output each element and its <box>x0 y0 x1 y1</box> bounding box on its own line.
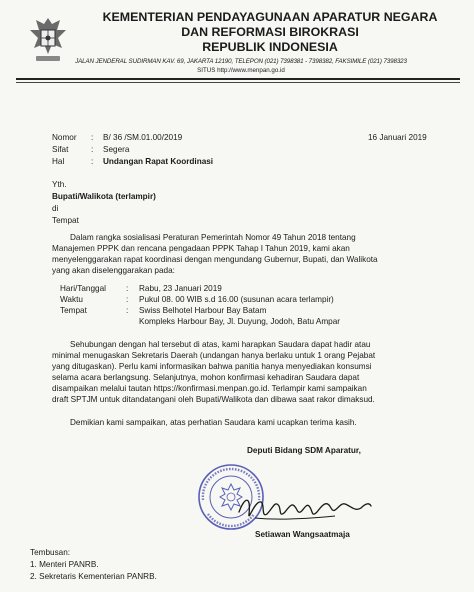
sifat-label: Sifat <box>52 145 69 154</box>
colon: : <box>91 145 94 154</box>
letterhead-line-3: REPUBLIK INDONESIA <box>202 40 338 54</box>
cc-heading: Tembusan: <box>30 548 71 557</box>
letterhead-line-2: DAN REFORMASI BIROKRASI <box>181 25 359 39</box>
handwritten-signature-icon <box>235 492 375 526</box>
event-waktu-value: Pukul 08. 00 WIB s.d 16.00 (susunan acara terlampir) <box>139 295 334 304</box>
nomor-value: B/ 36 /SM.01.00/2019 <box>103 133 183 142</box>
event-hari-value: Rabu, 23 Januari 2019 <box>139 284 222 293</box>
event-hari-label: Hari/Tanggal <box>60 284 106 293</box>
colon: : <box>126 284 129 293</box>
addressee-di: di <box>52 204 59 213</box>
paragraph2-line: selama acara berlangsung. Selanjutnya, mohon konfirmasi kehadiran Saudara dapat <box>52 373 360 382</box>
closing-line: Demikian kami sampaikan, atas perhatian Saudara kami ucapkan terima kasih. <box>70 418 357 427</box>
paragraph2-line: minimal menugaskan Sekretaris Daerah (undangan hanya berlaku untuk 1 orang Pejabat <box>52 351 376 360</box>
event-tempat-value: Swiss Belhotel Harbour Bay Batam <box>139 306 267 315</box>
event-tempat-label: Tempat <box>60 306 87 315</box>
event-tempat-value-2: Kompleks Harbour Bay, Jl. Duyung, Jodoh, Batu Ampar <box>139 317 340 326</box>
paragraph2-line: disampaikan melalui tautan https://konfirmasi.menpan.go.id. Terlampir kami sampaikan <box>52 384 367 393</box>
nomor-label: Nomor <box>52 133 77 142</box>
addressee-recipient: Bupati/Walikota (terlampir) <box>52 192 156 201</box>
letterhead-address: JALAN JENDERAL SUDIRMAN KAV. 69, JAKARTA 12190, TELEPON (021) 7398381 - 7398382, FAKSIMILE (021) 7398323 <box>75 58 407 65</box>
cc-item: 1. Menteri PANRB. <box>30 560 99 569</box>
letterhead-website: SITUS http://www.menpan.go.id <box>197 67 285 74</box>
sifat-value: Segera <box>103 145 130 154</box>
paragraph1-line: yang akan diselenggarakan pada: <box>52 266 175 275</box>
event-waktu-label: Waktu <box>60 295 83 304</box>
paragraph2-line: Sehubungan dengan hal tersebut di atas, kami harapkan Saudara dapat hadir atau <box>70 340 371 349</box>
paragraph2-line: yang ditugaskan). Perlu kami informasikan bahwa panitia hanya menyediakan konsumsi <box>52 362 372 371</box>
addressee-tempat: Tempat <box>52 216 79 225</box>
paragraph2-line: draft SPTJM untuk ditandatangani oleh Bupati/Walikota dan dibawa saat rakor dimaksud. <box>52 395 375 404</box>
hal-value: Undangan Rapat Koordinasi <box>103 157 214 166</box>
letterhead-rule-thin <box>16 82 460 83</box>
colon: : <box>91 157 94 166</box>
signatory-name: Setiawan Wangsaatmaja <box>255 530 350 539</box>
signatory-title: Deputi Bidang SDM Aparatur, <box>247 446 361 455</box>
letterhead-line-1: KEMENTERIAN PENDAYAGUNAAN APARATUR NEGARA <box>102 10 438 24</box>
letter-date: 16 Januari 2019 <box>368 133 427 142</box>
paragraph1-line: Dalam rangka sosialisasi Peraturan Pemerintah Nomor 49 Tahun 2018 tentang <box>70 233 356 242</box>
cc-item: 2. Sekretaris Kementerian PANRB. <box>30 572 157 581</box>
colon: : <box>91 133 94 142</box>
paragraph1-line: Manajemen PPPK dan rencana pengadaan PPPK Tahap I Tahun 2019, kami akan <box>52 244 350 253</box>
colon: : <box>126 295 129 304</box>
hal-label: Hal <box>52 157 65 166</box>
paragraph1-line: menyelenggarakan rapat koordinasi dengan mengundang Gubernur, Bupati, dan Walikota <box>52 255 378 264</box>
letterhead-rule-thick <box>16 78 460 80</box>
addressee-yth: Yth. <box>52 180 67 189</box>
colon: : <box>126 306 129 315</box>
